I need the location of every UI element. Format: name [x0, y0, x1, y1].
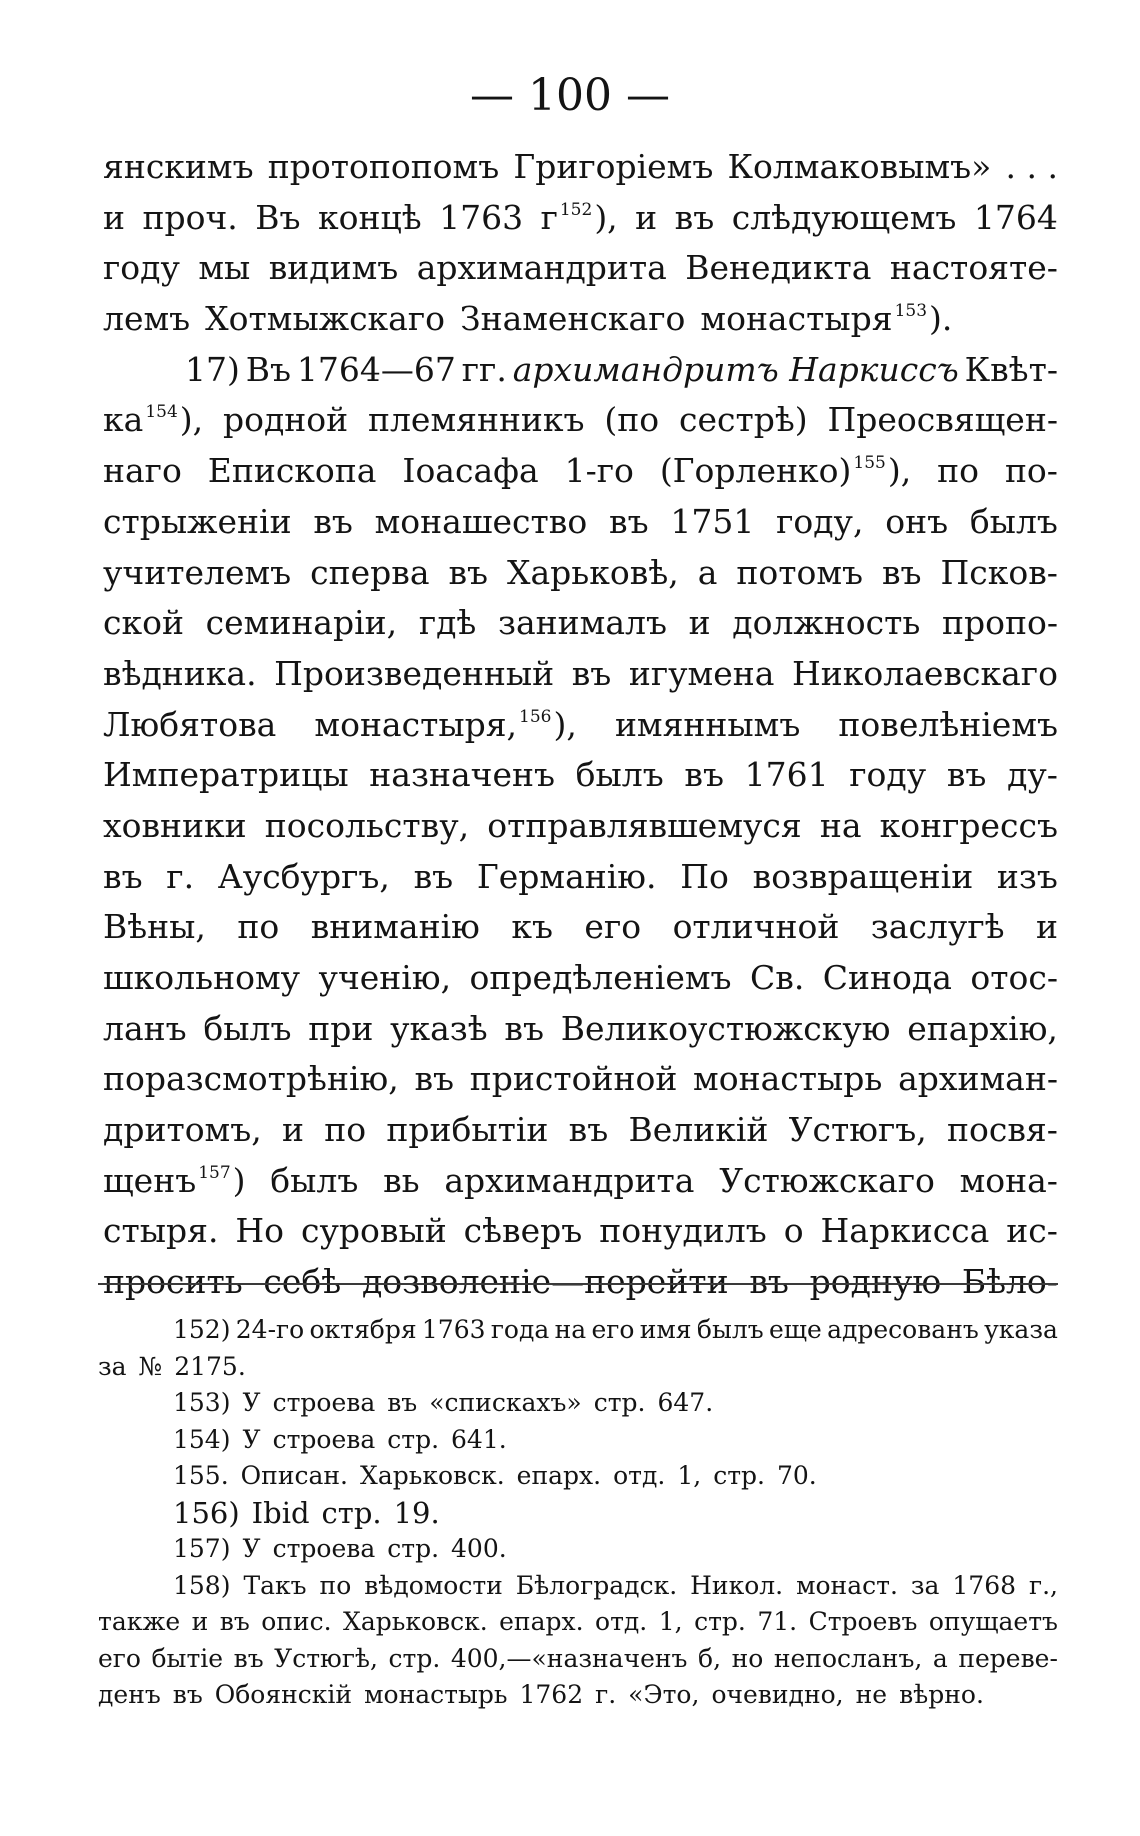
- text-line: наго Епископа Іоасафа 1-го (Горленко) $^{155}$), по по-: [103, 451, 1058, 491]
- footnote-ref: 155: [853, 453, 886, 474]
- footnote-line: 158) Такъ по вѣдомости Бѣлоградск. Никол. монаст. за 1768 г.,: [173, 1570, 1058, 1600]
- text-line: лемъ Хотмыжскаго Знаменскаго монастыря $^{153}$).: [103, 299, 953, 339]
- text-line: просить себѣ дозволеніе—перейти въ родную Бѣло-: [103, 1262, 1058, 1302]
- text-line: поразсмотрѣнію, въ пристойной монастырь архиман-: [103, 1059, 1058, 1099]
- footnote-line: его бытіе въ Устюгѣ, стр. 400,—«назначенъ б, но непосланъ, а переве-: [98, 1643, 1058, 1673]
- text-line: ховники посольству, отправлявшемуся на конгрессъ: [103, 805, 1058, 845]
- text-line: ланъ былъ при указѣ въ Великоустюжскую епархію,: [103, 1008, 1058, 1048]
- text-line: году мы видимъ архимандрита Венедикта настояте-: [103, 248, 1058, 288]
- footnote-line: 154) У строева стр. 641.: [173, 1424, 507, 1454]
- footnote-line: 156) Ibid стр. 19.: [173, 1495, 440, 1530]
- text-line: стыря. Но суровый сѣверъ понудилъ о Наркисса ис-: [103, 1211, 1058, 1251]
- text-line: Вѣны, по вниманію къ его отличной заслугѣ и: [103, 907, 1058, 947]
- text-line: школьному ученію, опредѣленіемъ Св. Синода отос-: [103, 958, 1058, 997]
- text-line: дритомъ, и по прибытіи въ Великій Устюгъ, посвя-: [103, 1110, 1058, 1150]
- footnote-separator: [98, 1283, 1058, 1285]
- text-line: щенъ $^{157}$) былъ вь архимандрита Устюжскаго мона-: [103, 1160, 1058, 1200]
- text-line: стрыженіи въ монашество въ 1751 году, онъ былъ: [103, 501, 1058, 541]
- text-line: ской семинаріи, гдѣ занималъ и должность пропо-: [103, 603, 1058, 643]
- emphasized-name: архимандритъ Наркиссъ: [512, 349, 959, 389]
- text-line: янскимъ протопопомъ Григоріемъ Колмаковымъ» . . .: [103, 147, 1058, 186]
- footnote-line: 152) 24-го октября 1763 года на его имя былъ еще адресованъ указа: [173, 1315, 1058, 1344]
- footnote-line: 155. Описан. Харьковск. епарх. отд. 1, стр. 70.: [173, 1461, 817, 1490]
- main-text: [103, 142, 1058, 1308]
- footnote-ref: 153: [894, 301, 928, 322]
- footnote-ref: 154: [145, 402, 178, 423]
- footnote-line: 157) У строева стр. 400.: [173, 1534, 507, 1563]
- footnote-line: денъ въ Обоянскій монастырь 1762 г. «Это, очевидно, не вѣрно.: [98, 1680, 984, 1709]
- footnotes: [98, 1312, 1058, 1714]
- text-line: учителемъ сперва въ Харьковѣ, а потомъ въ Псков-: [103, 552, 1058, 592]
- text-line: ка $^{154}$), родной племянникъ (по сестрѣ) Преосвящен-: [103, 400, 1058, 440]
- footnote-line: 153) У строева въ «спискахъ» стр. 647.: [173, 1388, 714, 1417]
- text-line: 17) Въ 1764—67 гг. архимандритъ Наркиссъ Квѣт-: [103, 345, 1058, 396]
- footnote-line: за № 2175.: [98, 1351, 246, 1381]
- footnote-ref: 156: [519, 706, 552, 727]
- text-line: и проч. Въ концѣ 1763 г $^{152}$), и въ слѣдующемъ 1764: [103, 197, 1058, 237]
- text-line: Императрицы назначенъ былъ въ 1761 году въ ду-: [103, 755, 1058, 795]
- text-line: вѣдника. Произведенный въ игумена Николаевскаго: [103, 653, 1058, 693]
- page-number: — 100 —: [470, 70, 670, 121]
- footnote-ref: 152: [559, 199, 593, 220]
- footnote-line: также и въ опис. Харьковск. епарх. отд. 1, стр. 71. Строевъ опущаетъ: [98, 1607, 1058, 1636]
- text-line: Любятова монастыря, $^{156}$), имяннымъ повелѣніемъ: [103, 704, 1058, 744]
- footnote-ref: 157: [198, 1162, 231, 1183]
- text-line: въ г. Аусбургъ, въ Германію. По возвращеніи изъ: [103, 856, 1058, 896]
